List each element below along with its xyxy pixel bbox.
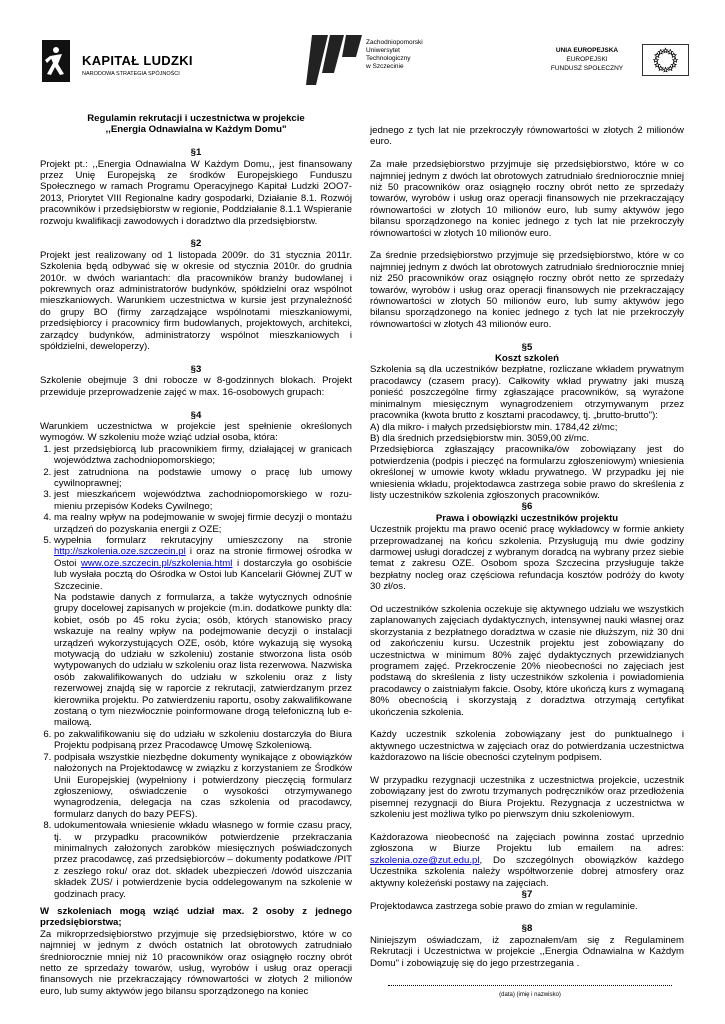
document-title-line-1: Regulamin rekrutacji i uczestnictwa w projekcie [87, 113, 305, 124]
section-5-heading: §5 [521, 341, 533, 353]
section-5-option-a: A) dla mikro- i małych przedsiębiorstw min. 1784,42 zł/mc; [370, 421, 618, 433]
list-item: 2. jest zatrudniona na podstawie umowy o pracę lub umowy cywilnoprawnej; [54, 467, 352, 490]
section-6-expectations: Od uczestników szkolenia oczekuje się aktywnego udziału we wszystkich zaplanowanych zajęciach dydaktycznych, intensywnej nauki własnej oraz skorzystania z bezpłatnego doradztwa w czasie nie dłuższym, niż 30 dni od zakończeniu kursu. Uczestnik projektu jest zobowiązany do uczestnictwa w minimum 80% zajęć dydaktycznych przewidzianych programem zajęć. Przekroczenie 20% nieobecności no zajęciach jest podstawą do skreślenia z listy uczestników szkolenia i powiadomienia pracodawcy o zaistniałym fakcie. Osoby, które ukończą kurs z wymaganą 80% obecnością i skorzystają z doradztwa otrzymają certyfikat ukończenia szkolenia. [370, 604, 684, 718]
list-item: 3. jest mieszkańcem województwa zachodniopomorskiego w rozu-mieniu przepisów Kodeks Cywilnego; [54, 489, 352, 512]
kapital-ludzki-subtitle: NARODOWA STRATEGIA SPÓJNOŚCI [82, 71, 180, 77]
right-column [370, 125, 684, 969]
medium-enterprise-definition: Za średnie przedsiębiorstwo przyjmuje się przedsiębiorstwo, które w co najmniej jednym z dwóch lat obrotowych zatrudniało średniorocznie mniej niż 250 pracowników oraz osiągnęło roczny obrót netto ze sprzedaży towarów, wyrobów i usług oraz operacji finansowych nie przekraczający równowartości w złotych 50 milionów euro, lub sumy aktywów jego bilansu sporządzonego na koniec jednego z tych lat nie przekroczyły równowartości w złotych 43 milionów euro. [370, 250, 684, 330]
micro-enterprise-definition: Za mikroprzedsiębiorstwo przyjmuje się przedsiębiorstwo, które w co najmniej w jednym z dwóch ostatnich lat obrotowych zatrudniało średniorocznie mniej niż 10 pracowników oraz osiągnęło roczny obrót netto ze sprzedaży towarów, usług, wyrobów i usług oraz operacji finansowych nie przekraczający równowartości w złotych 2 milionów euro, lub sumy aktywów jego bilansu sporządzonego na koniec [40, 928, 352, 997]
section-6-resignation: W przypadku rezygnacji uczestnika z uczestnictwa projekcie, uczestnik zobowiązany jest do zwrotu trzymanych podręczników oraz przedłożenia pisemnej rezygnacji do Biura Projektu. Rezygnacja z uczestnictwa w szkoleniu jest możliwa tylko po pierwszym dniu szkoleniowym. [370, 775, 684, 821]
section-6-heading: §6 [521, 501, 533, 513]
micro-definition-continued: jednego z tych lat nie przekroczyły równowartości w złotych 2 milionów euro. [370, 125, 684, 148]
eu-line-1: UNIA EUROPEJSKA [555, 47, 619, 54]
center-website-link[interactable]: www.oze.szczecin.pl/szkolenia.html [80, 557, 233, 569]
section-8-heading: §8 [521, 923, 533, 935]
section-2-heading: §2 [190, 238, 202, 250]
zut-logo [306, 35, 446, 85]
section-5-text: Szkolenia są dla uczestników bezpłatne, rozliczane wkładem prywatnym pracodawcy (czasem pracy). Całkowity wkład prywatny jaki muszą ponieść poszczególne firmy zgłaszające pracowników, są wyrażone minimalnym miesięcznym wynagrodzeniem otrzymywanym przez pracownika (kwota brutto z kosztami pracodawcy, tj. „brutto-brutto"): [370, 364, 684, 422]
eu-flag-icon [642, 44, 689, 76]
eu-logo [546, 44, 696, 94]
section-8-text: Niniejszym oświadczam, iż zapoznałem/am się z Regulaminem Rekrutacji i Uczestnictwa w projekcie ,,Energia Odnawialna w Każdym Domu" i zobowiązuję się do jego przestrzegania . [370, 934, 684, 969]
zut-name: Zachodniopomorski Uniwersytet Technologiczny w Szczecinie [366, 39, 423, 70]
section-7-heading: §7 [521, 889, 533, 901]
zut-emblem-icon [306, 35, 362, 85]
section-1-heading: §1 [190, 147, 202, 159]
section-7-text: Projektodawca zastrzega sobie prawo do zmian w regulaminie. [370, 900, 638, 912]
eu-text [546, 46, 628, 73]
section-6-rights: Uczestnik projektu ma prawo ocenić pracę wykładowcy w formie ankiety przeprowadzanej na końcu szkolenia. Przysługują mu dwie godziny darmowej usługi doradczej z wybranym doradcą na wybrany przez siebie temat z zakresu OZE. Osobom spoza Szczecina przysługuje także bezpłatny nocleg oraz częściowa refundacja kosztów podróży do kwoty 30 zł/os. [370, 524, 684, 593]
max-participants-note: W szkoleniach mogą wziąć udział max. 2 osoby z jednego przedsiębiorstwa; [40, 905, 352, 929]
kapital-ludzki-emblem-icon [42, 40, 70, 82]
section-1-text: Projekt pt.: ,,Energia Odnawialna W Każdym Domu,, jest finansowany przez Unię Europejską ze środków Europejskiego Funduszu Społecznego w ramach Programu Operacyjnego Kapitał Ludzki 2OO7-2013, Priorytet VIII Regionalne kadry gospodarki, Działanie 8.1. Rozwój pracowników i przedsiębiorstw w regionie, Poddziałanie 8.1.1 Wspieranie rozwoju kwalifikacji zawodowych i doradztwo dla przedsiębiorstw. [40, 158, 352, 227]
document-title-line-2: ,,Energia Odnawialna w Każdym Domu" [105, 124, 287, 136]
list-item: 6. po zakwalifikowaniu się do udziału w szkoleniu dostarczyła do Biura Projektu podpisaną przez Pracodawcę Umowę Szkoleniową. [54, 729, 352, 752]
eu-line-3: FUNDUSZ SPOŁECZNY [550, 65, 624, 72]
section-5-confirmation: Przedsiębiorca zgłaszający pracownika/ów zobowiązany jest do potwierdzenia (podpis i pieczęć na formularzu zgłoszeniowym) wniesienia określonej w umowie kwoty wkładu prywatnego. W przypadku jej nie wniesienia wkładu, projektodawca zastrzega sobie prawo do skreślenia z listy uczestników szkolenia zgłoszonych pracowników. [370, 444, 684, 501]
section-4-heading: §4 [190, 409, 202, 421]
list-item: 8. udokumentowała wniesienie wkładu własnego w formie czasu pracy, tj. w przypadku pracowników potwierdzenie przekraczania minimalnych założonych zarobków miesięcznych poświadczonych przez pracodawcę, zaś przedsiębiorców – dokumenty podatkowe /PIT z zeszłego roku/ oraz dot. składek ubezpieczeń /dowód uiszczania składek ZUS/ i potwierdzenie bycia oddelegowanym na szkolenie w godzinach pracy. [54, 820, 352, 900]
list-item: 1. jest przedsiębiorcą lub pracownikiem firmy, działającej w granicach województwa zachodniopomorskiego; [54, 444, 352, 467]
list-item [54, 535, 352, 729]
item-5-text-a: wypełnia formularz rekrutacyjny umieszczony na stronie [54, 534, 352, 546]
absence-text-a: Każdorazowa nieobecność na zajęciach powinna zostać uprzednio zgłoszona w Biurze Projektu lub emailem na adres: [370, 832, 684, 855]
section-2-text: Projekt jest realizowany od 1 listopada 2009r. do 31 stycznia 2011r. Szkolenia będą odbywać się w okresie od stycznia 2010r. do grudnia 2010r. w dwóch wariantach: dla pracowników branży budowlanej i pokrewnych oraz administratorów budynków, spółdzielni oraz wspólnot mieszkaniowych. Warunkiem uczestnictwa w kursie jest przynależność do grupy BO (firmy zarządzające wspólnotami mieszkaniowymi, przedsiębiorcy i pracownicy firm budowlanych, projektowych, architekci, zarządcy budynków, administratorzy wspólnot mieszkaniowych i spółdzielni, deweloperzy). [40, 249, 352, 353]
list-item: 7. podpisała wszystkie niezbędne dokumenty wynikające z obowiązków nałożonych na Projektodawcę w związku z korzystaniem ze Środków Unii Europejskiej (wypełniony i potwierdzony pieczęcią formularz zgłoszeniowy, oświadczenie o wysokości otrzymywanego wynagrodzenia, delegacja na czas szkolenia od pracodawcy, formularz danych do bazy PEFS). [54, 752, 352, 820]
section-3-heading: §3 [190, 363, 202, 375]
item-5-text-c: i dostarczyła go osobiście lub wysłała pocztą do Ośrodka w Ostoi lub Kancelarii Głównej ZUT w Szczecinie. [54, 557, 353, 592]
project-email-link[interactable]: szkolenia.oze@zut.edu.pl [370, 854, 480, 866]
section-5-option-b: B) dla średnich przedsiębiorstw min. 3059,00 zł/mc. [370, 432, 590, 444]
left-column [40, 113, 352, 997]
absence-text-b: , Do szczególnych obowiązków każdego Uczestnika szkolenia należy współtworzenie dobrej atmosfery oraz aktywny koleżeński postawy na zajęciach. [370, 854, 684, 889]
section-6-attendance: Każdy uczestnik szkolenia zobowiązany jest do punktualnego i aktywnego uczestnictwa w zajęciach oraz do potwierdzania uczestnictwa każdorazowo na liście obecności czytelnym podpisem. [370, 729, 684, 764]
section-6-absence [370, 832, 684, 889]
eu-line-2: EUROPEJSKI [566, 56, 608, 63]
recruitment-form-link[interactable]: http://szkolenia.oze.szczecin.pl [54, 546, 186, 558]
kapital-ludzki-logo [42, 40, 192, 90]
section-3-text: Szkolenie obejmuje 3 dni robocze w 8-godzinnych blokach. Projekt przewiduje przeprowadzenie zajęć w max. 16-osobowych grupach: [40, 375, 352, 398]
section-6-title: Prawa i obowiązki uczestników projektu [435, 512, 619, 524]
signature-line [388, 985, 672, 986]
item-5-paragraph: Na podstawie danych z formularza, a także wytycznych odnośnie grupy docelowej zapisanych w projekcie (m.in. dodatkowe punkty dla: kobiet, osób po 45 roku życia; osób, których stanowisko pracy wskazuje na realny wpływ na podejmowanie decyzji o instalacji urządzeń wykorzystujących OZE, osób, które wykazują się wysoką motywacją do udziału w szkoleniu) zostanie stworzona lista osób wytypowanych do udziału w szkoleniu oraz lista rezerwowa. Nazwiska osób zakwalifikowanych do udziału w szkoleniu oraz z listy rezerwowej znajdą się w raporcie z rekrutacji, zatwierdzanym przez kierownika projektu. Po zatwierdzeniu raportu, osoby zakwalifikowane zostaną o tym niezwłocznie poinformowane drogą telefoniczną lub e-mailową. [54, 592, 352, 729]
section-4-list [40, 444, 352, 900]
list-item: 4. ma realny wpływ na podejmowanie w swojej firmie decyzji o montażu urządzeń do pozyskania energii z OZE; [54, 512, 352, 535]
small-enterprise-definition: Za małe przedsiębiorstwo przyjmuje się przedsiębiorstwo, które w co najmniej jednym z dwóch lat obrotowych zatrudniało średniorocznie mniej niż 50 pracowników oraz osiągnęło roczny obrót netto ze sprzedaży towarów, wyrobów i usług oraz operacji finansowych nie przekraczający równowartości w złotych 10 milionów euro, lub sumy aktywów jego bilansu sporządzonego na koniec jednego z tych lat nie przekroczyły równowartości w złotych 10 milionów euro. [370, 159, 684, 239]
item-5-text-b: i oraz na stronie firmowej ośrodka w Ostoi [54, 546, 352, 569]
section-4-intro: Warunkiem uczestnictwa w projekcie jest spełnienie określonych wymogów. W szkoleniu może wziąć udział osoba, która: [40, 420, 352, 444]
kapital-ludzki-title: KAPITAŁ LUDZKI [82, 53, 193, 68]
section-5-title: Koszt szkoleń [495, 353, 559, 365]
signature-caption: (data) (imię i nazwisko) [499, 992, 561, 998]
header [0, 0, 725, 105]
